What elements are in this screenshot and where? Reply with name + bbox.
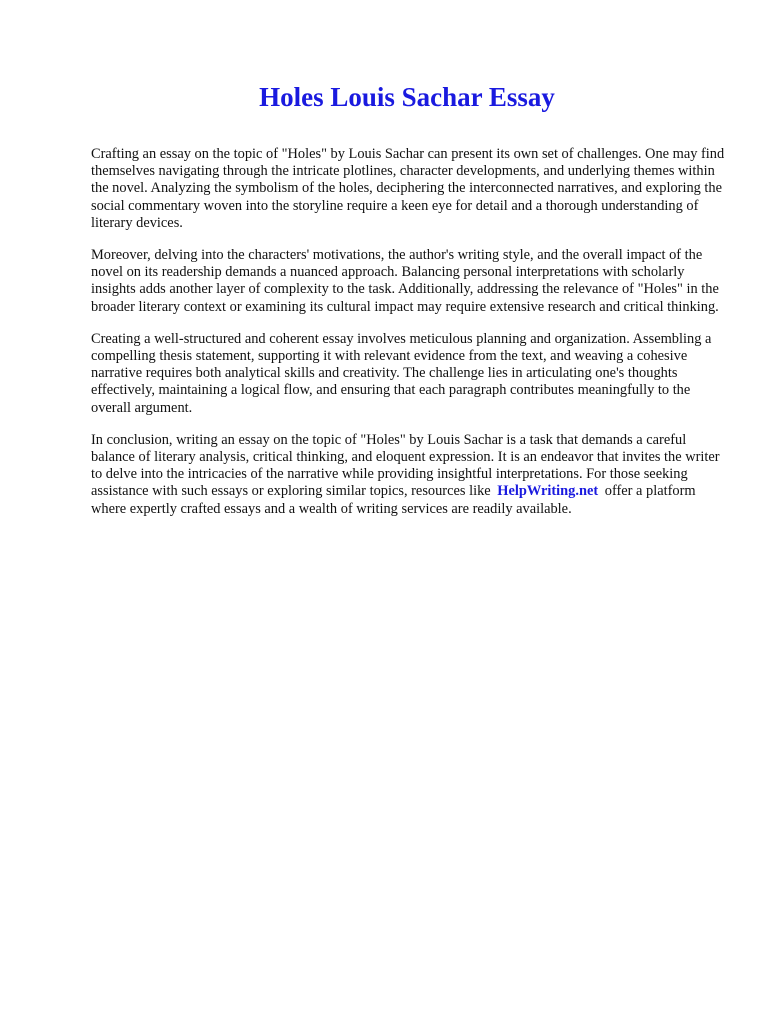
paragraph-3: Creating a well-structured and coherent essay involves meticulous planning and organization. Assembling a compelling thesis statement, supporting it with relevant evidence from the text, and weaving a cohesive narrative requires both analytical skills and creativity. The challenge lies in articulating one's thoughts effectively, maintaining a logical flow, and ensuring that each paragraph contributes meaningfully to the overall argument. bbox=[91, 330, 712, 416]
document-title: Holes Louis Sachar Essay bbox=[259, 82, 555, 112]
paragraph-4-text-before-link: In conclusion, writing an essay on the topic of "Holes" by Louis Sachar is a task that demands a careful balance of literary analysis, critical thinking, and eloquent expression. It is an endeavor that invites the writer to delve into the intricacies of the narrative while providing insightful interpretations. For those seeking assistance with such essays or exploring similar topics, resources like bbox=[91, 431, 720, 500]
document-body bbox=[91, 146, 731, 533]
helpwriting-link[interactable]: HelpWriting.net bbox=[497, 483, 599, 500]
paragraph-4-text-after-link: offer a platform where expertly crafted essays and a wealth of writing services are readily available. bbox=[91, 483, 696, 517]
paragraph-1: Crafting an essay on the topic of "Holes" by Louis Sachar can present its own set of challenges. One may find themselves navigating through the intricate plotlines, character developments, and underlying themes within the novel. Analyzing the symbolism of the holes, deciphering the interconnected narratives, and exploring the social commentary woven into the storyline require a keen eye for detail and a thorough understanding of literary devices. bbox=[91, 146, 725, 231]
paragraph-4 bbox=[91, 432, 731, 518]
paragraph-2: Moreover, delving into the characters' motivations, the author's writing style, and the overall impact of the novel on its readership demands a nuanced approach. Balancing personal interpretations with scholarly insights adds another layer of complexity to the task. Additionally, addressing the relevance of "Holes" in the broader literary context or examining its cultural impact may require extensive research and critical thinking. bbox=[91, 247, 719, 315]
